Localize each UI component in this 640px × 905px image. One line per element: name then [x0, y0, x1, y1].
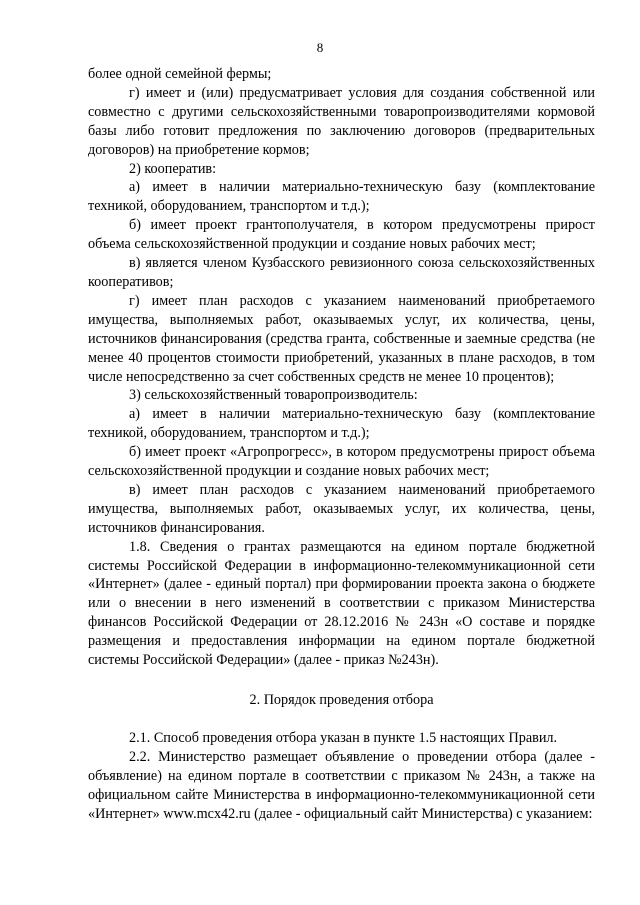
paragraph-2-cooperative: 2) кооператив: [129, 160, 217, 177]
document-body [88, 65, 595, 823]
paragraph-1-8: 1.8. Сведения о грантах размещаются на едином портале бюджетной системы Российской Федерации в информационно-телекоммуникационной сети «Интернет» (далее - единый портал) при формировании проекта закона о бюджете или о внесении в него изменений в соответствии с приказом Министерства финансов Российской Федерации от 28.12.2016 № 243н «О составе и порядке размещения и предоставления информации на едином портале бюджетной системы Российской Федерации» (далее - приказ №243н). [88, 538, 595, 669]
paragraph-continuation: более одной семейной фермы; [88, 66, 272, 82]
paragraph-2-2: 2.2. Министерство размещает объявление о проведении отбора (далее - объявление) на едином портале в соответствии с приказом № 243н, а также на официальном сайте Министерства в информационно-телекоммуникационной сети «Интернет» www.mcx42.ru (далее - официальный сайт Министерства) с указанием: [88, 748, 595, 822]
paragraph-2-b: б) имеет проект грантополучателя, в котором предусмотрены прирост объема сельскохозяйственной продукции и создание новых рабочих мест; [88, 217, 595, 253]
paragraph-2-v: в) является членом Кузбасского ревизионного союза сельскохозяйственных кооперативов; [88, 255, 595, 290]
paragraph-2-a: а) имеет в наличии материально-техническую базу (комплектование техникой, оборудованием, транспортом и т.д.); [88, 179, 595, 215]
paragraph-2-1: 2.1. Способ проведения отбора указан в пункте 1.5 настоящих Правил. [129, 729, 558, 746]
paragraph-3-a: а) имеет в наличии материально-техническую базу (комплектование техникой, оборудованием, транспортом и т.д.); [88, 406, 595, 442]
paragraph-1-g: г) имеет и (или) предусматривает условия для создания собственной или совместно с другими сельскохозяйственными товаропроизводителями кормовой базы либо готовит предложения по заключению договоров (предварительных договоров) на приобретение кормов; [88, 84, 595, 158]
page-number: 8 [316, 40, 324, 55]
paragraph-3-b: б) имеет проект «Агропрогресс», в котором предусмотрены прирост объема сельскохозяйственной продукции и создание новых рабочих мест; [88, 444, 595, 480]
paragraph-3-producer: 3) сельскохозяйственный товаропроизводитель: [129, 387, 418, 404]
paragraph-3-v: в) имеет план расходов с указанием наименований приобретаемого имущества, выполняемых работ, оказываемых услуг, их количества, цены, источников финансирования. [88, 481, 595, 536]
section-heading: 2. Порядок проведения отбора [249, 692, 434, 708]
paragraph-2-g: г) имеет план расходов с указанием наименований приобретаемого имущества, выполняемых работ, оказываемых услуг, их количества, цены, источников финансирования (средства гранта, собственные и заемные средства (не менее 40 процентов стоимости приобретений, указанных в плане расходов, в том числе непосредственно за счет собственных средств не менее 10 процентов); [88, 292, 595, 385]
